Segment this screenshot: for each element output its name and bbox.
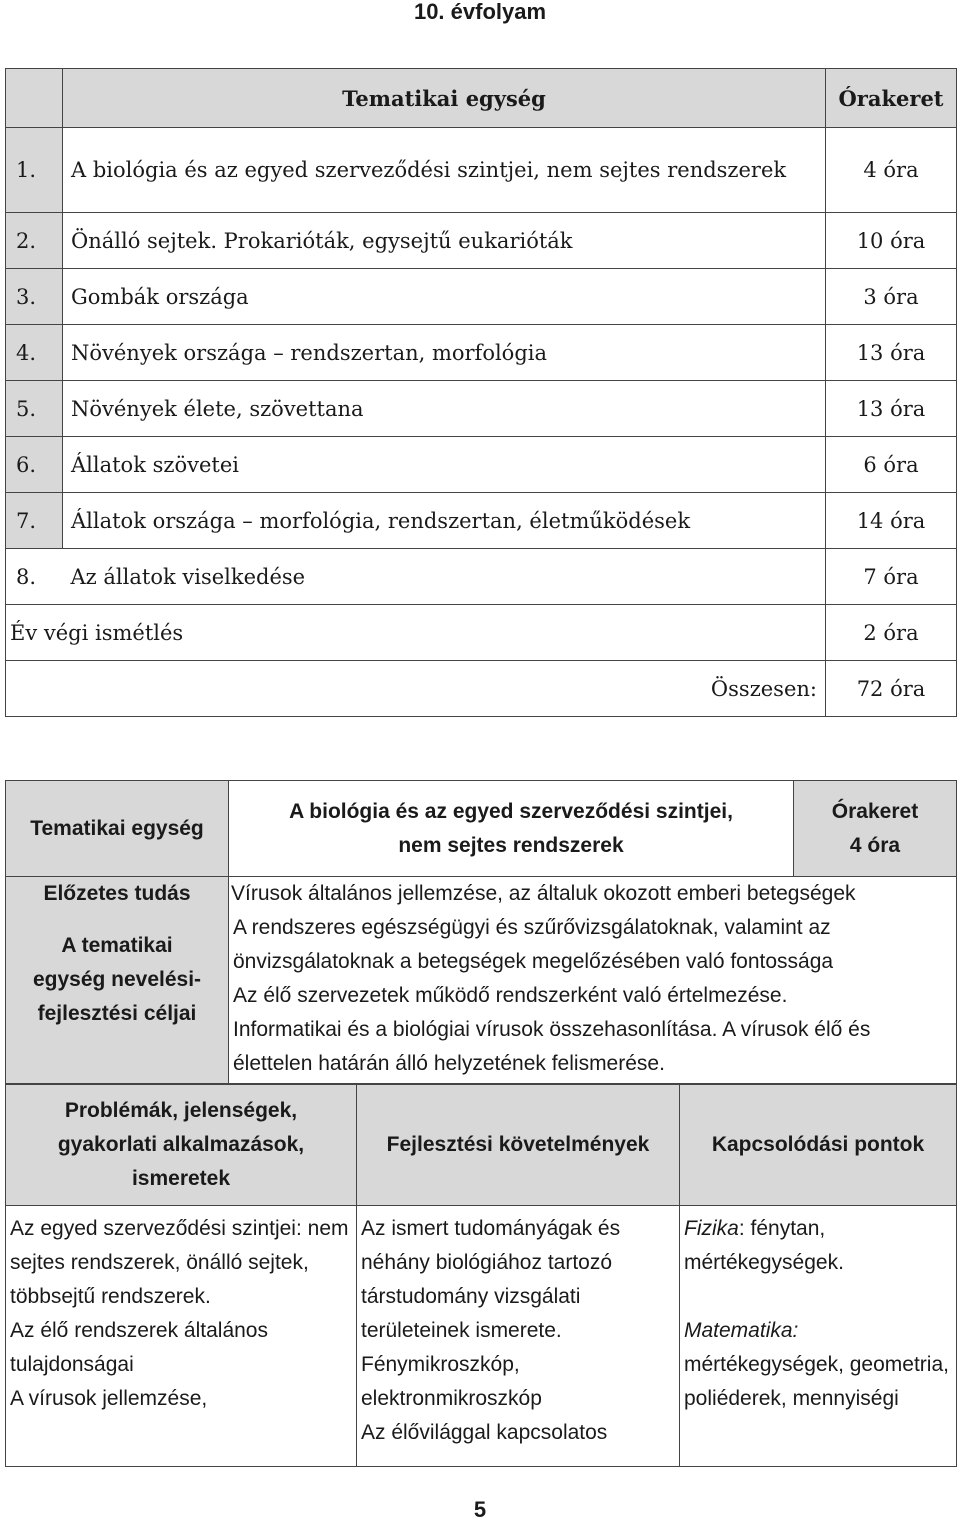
row-number: 6. bbox=[6, 437, 63, 493]
goals-label-line-3: fejlesztési céljai bbox=[37, 1002, 197, 1025]
overview-header-num bbox=[6, 69, 63, 128]
prior-knowledge-text: Vírusok általános jellemzése, az általuk okozott emberi betegségek bbox=[229, 877, 957, 911]
row-number: 2. bbox=[6, 213, 63, 269]
goals-label bbox=[6, 911, 229, 1084]
row-number: 5. bbox=[6, 381, 63, 437]
unit-header-row bbox=[6, 781, 957, 877]
row-number: 1. bbox=[6, 128, 63, 213]
physics-label: Fizika bbox=[684, 1217, 739, 1240]
col-problems-body bbox=[6, 1206, 357, 1467]
requirements-paragraph-1: Az ismert tudományágak és néhány biológiához tartozó társtudomány vizsgálati területeinek ismerete. bbox=[361, 1217, 621, 1342]
unit-title-line-2: nem sejtes rendszerek bbox=[398, 833, 624, 857]
review-label: Év végi ismétlés bbox=[6, 605, 826, 661]
overview-header-topic: Tematikai egység bbox=[63, 69, 826, 128]
table-row bbox=[6, 325, 957, 381]
unit-title-line-1: A biológia és az egyed szerveződési szintjei, bbox=[289, 799, 733, 823]
prior-knowledge-row bbox=[6, 877, 957, 911]
table-row bbox=[6, 493, 957, 549]
row-topic: Állatok szövetei bbox=[63, 437, 826, 493]
row-hours: 3 óra bbox=[826, 269, 957, 325]
problems-paragraph-2: Az élő rendszerek általános tulajdonságai bbox=[10, 1319, 268, 1376]
table-row bbox=[6, 213, 957, 269]
details-body-row bbox=[6, 1206, 957, 1467]
row-hours: 13 óra bbox=[826, 381, 957, 437]
row-hours: 13 óra bbox=[826, 325, 957, 381]
math-label: Matematika: bbox=[684, 1319, 799, 1342]
row-number: 7. bbox=[6, 493, 63, 549]
table-row bbox=[6, 128, 957, 213]
table-row bbox=[6, 381, 957, 437]
goals-label-line-1: A tematikai bbox=[61, 934, 173, 957]
physics-text-2: mértékegységek. bbox=[684, 1251, 844, 1274]
problems-paragraph-1: Az egyed szerveződési szintjei: nem sejtes rendszerek, önálló sejtek, többsejtű rendszerek. bbox=[10, 1217, 349, 1308]
goals-row bbox=[6, 911, 957, 1084]
row-hours: 10 óra bbox=[826, 213, 957, 269]
row-hours: 14 óra bbox=[826, 493, 957, 549]
unit-table bbox=[5, 780, 957, 1084]
row-number: 4. bbox=[6, 325, 63, 381]
row-hours: 4 óra bbox=[826, 128, 957, 213]
connection-physics bbox=[684, 1212, 952, 1246]
col-problems-header: Problémák, jelenségek, gyakorlati alkalmazások, ismeretek bbox=[6, 1085, 357, 1206]
overview-header-row bbox=[6, 69, 957, 128]
goals-text-2: Az élő szervezetek működő rendszerként való értelmezése. bbox=[233, 983, 788, 1007]
requirements-paragraph-2: Fénymikroszkóp, elektronmikroszkóp bbox=[361, 1353, 542, 1410]
table-row bbox=[6, 437, 957, 493]
unit-hours-value: 4 óra bbox=[849, 833, 901, 857]
page-number: 5 bbox=[473, 1497, 487, 1522]
overview-header-hours: Órakeret bbox=[826, 69, 957, 128]
goals-text-3: Informatikai és a biológiai vírusok összehasonlítása. A vírusok élő és élettelen határán álló helyzetének felismerése. bbox=[233, 1017, 871, 1075]
row-topic: Önálló sejtek. Prokarióták, egysejtű eukarióták bbox=[63, 213, 826, 269]
row-topic: Növények országa – rendszertan, morfológia bbox=[63, 325, 826, 381]
review-hours: 2 óra bbox=[826, 605, 957, 661]
details-header-row bbox=[6, 1085, 957, 1206]
total-label: Összesen: bbox=[6, 661, 826, 717]
physics-text: : fénytan, bbox=[738, 1217, 826, 1240]
row-topic: Az állatok viselkedése bbox=[63, 549, 826, 605]
row-hours: 7 óra bbox=[826, 549, 957, 605]
goals-label-line-2: egység nevelési- bbox=[32, 968, 202, 991]
row-topic: A biológia és az egyed szerveződési szintjei, nem sejtes rendszerek bbox=[63, 128, 826, 213]
row-hours: 6 óra bbox=[826, 437, 957, 493]
goals-text bbox=[229, 911, 957, 1084]
requirements-paragraph-3: Az élővilággal kapcsolatos bbox=[361, 1421, 608, 1444]
row-topic: Gombák országa bbox=[63, 269, 826, 325]
math-text: mértékegységek, geometria, poliéderek, mennyiségi bbox=[684, 1353, 949, 1410]
row-topic: Növények élete, szövettana bbox=[63, 381, 826, 437]
col-connections-header: Kapcsolódási pontok bbox=[680, 1085, 957, 1206]
problems-paragraph-3: A vírusok jellemzése, bbox=[10, 1387, 208, 1410]
unit-hours-label: Órakeret bbox=[831, 799, 919, 823]
row-number: 3. bbox=[6, 269, 63, 325]
table-row bbox=[6, 549, 957, 605]
unit-hours-cell bbox=[794, 781, 957, 877]
goals-text-1: A rendszeres egészségügyi és szűrővizsgálatoknak, valamint az önvizsgálatoknak a betegségek megelőzésében való fontossága bbox=[233, 915, 834, 973]
row-number: 8. bbox=[6, 549, 63, 605]
col-requirements-body bbox=[357, 1206, 680, 1467]
total-hours: 72 óra bbox=[826, 661, 957, 717]
col-requirements-header: Fejlesztési követelmények bbox=[357, 1085, 680, 1206]
table-row bbox=[6, 605, 957, 661]
total-row bbox=[6, 661, 957, 717]
spacer bbox=[684, 1280, 952, 1314]
unit-title bbox=[229, 781, 794, 877]
prior-knowledge-label: Előzetes tudás bbox=[6, 877, 229, 911]
details-table bbox=[5, 1084, 957, 1467]
page-title: 10. évfolyam bbox=[413, 0, 547, 24]
overview-table bbox=[5, 68, 957, 717]
col-connections-body bbox=[680, 1206, 957, 1467]
row-topic: Állatok országa – morfológia, rendszertan, életműködések bbox=[63, 493, 826, 549]
unit-label: Tematikai egység bbox=[6, 781, 229, 877]
table-row bbox=[6, 269, 957, 325]
